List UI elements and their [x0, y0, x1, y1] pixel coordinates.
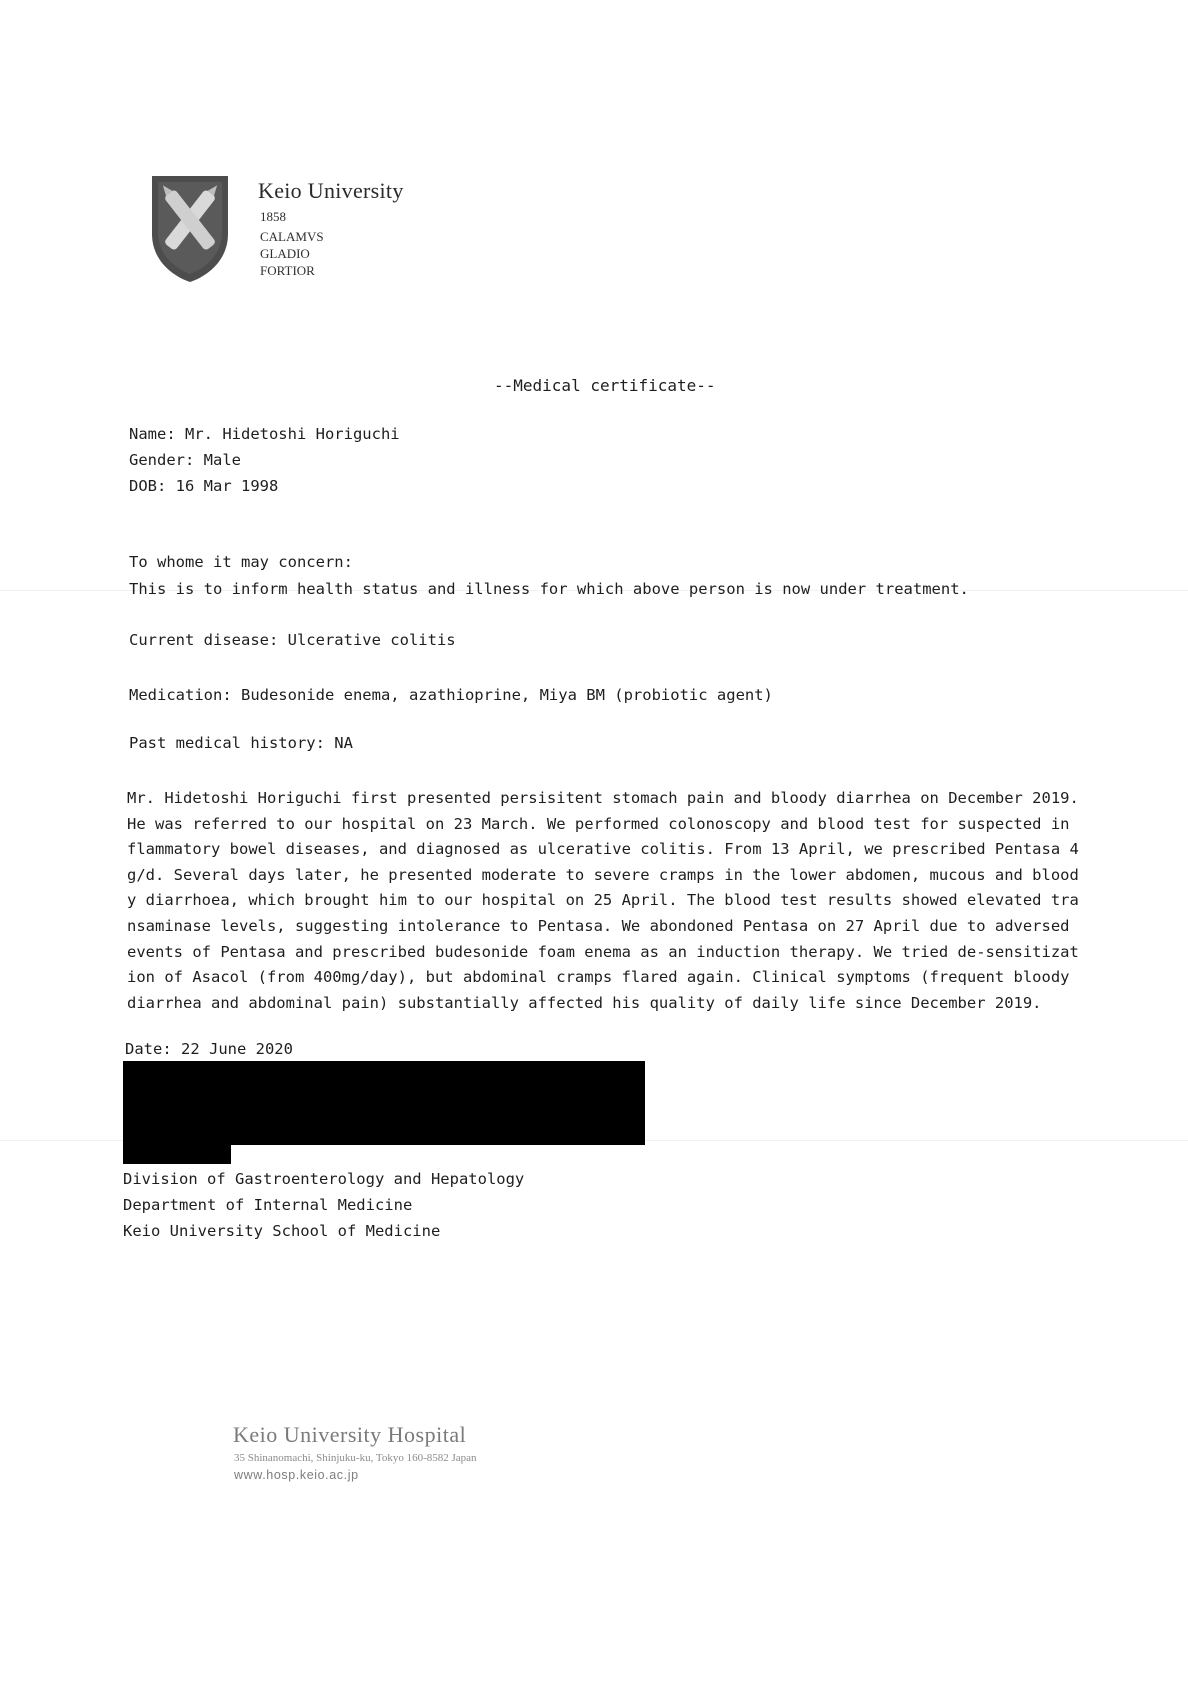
signature-department: Department of Internal Medicine — [123, 1196, 413, 1214]
patient-name: Name: Mr. Hidetoshi Horiguchi — [129, 425, 400, 443]
paragraph-line: nsaminase levels, suggesting intolerance to Pentasa. We abondoned Pentasa on 27 April due to adversed — [127, 916, 1070, 935]
paragraph-line: diarrhea and abdominal pain) substantially affected his quality of daily life since December 2019. — [127, 993, 1042, 1012]
paragraph-line: He was referred to our hospital on 23 March. We performed colonoscopy and blood test for suspected in — [127, 814, 1070, 833]
letterhead-motto-3: FORTIOR — [260, 263, 315, 278]
letterhead-institution: Keio University — [258, 178, 404, 203]
paragraph-line: flammatory bowel diseases, and diagnosed as ulcerative colitis. From 13 April, we prescribed Pentasa 4 — [127, 840, 1079, 859]
signature-redaction — [123, 1140, 231, 1164]
medication: Medication: Budesonide enema, azathioprine, Miya BM (probiotic agent) — [129, 686, 773, 704]
signature-division: Division of Gastroenterology and Hepatology — [123, 1170, 525, 1188]
letterhead-year: 1858 — [260, 209, 286, 224]
letterhead-motto-1: CALAMVS — [260, 229, 324, 244]
keio-crest-logo — [150, 172, 230, 284]
current-disease: Current disease: Ulcerative colitis — [129, 631, 456, 649]
paragraph-line: events of Pentasa and prescribed budesonide foam enema as an induction therapy. We tried de-sensitizat — [127, 942, 1079, 961]
letterhead-motto-2: GLADIO — [260, 246, 310, 261]
intro-statement: This is to inform health status and illness for which above person is now under treatment. — [129, 580, 969, 598]
certificate-date: Date: 22 June 2020 — [125, 1040, 293, 1058]
signature-school: Keio University School of Medicine — [123, 1222, 441, 1240]
clinical-history-paragraph — [127, 786, 1079, 1016]
paragraph-line: g/d. Several days later, he presented moderate to severe cramps in the lower abdomen, mucous and blood — [127, 865, 1079, 884]
paragraph-line: Mr. Hidetoshi Horiguchi first presented persisitent stomach pain and bloody diarrhea on December 2019. — [127, 789, 1079, 807]
document-title: --Medical certificate-- — [494, 376, 716, 395]
past-medical-history: Past medical history: NA — [129, 734, 353, 752]
footer-address: 35 Shinanomachi, Shinjuku-ku, Tokyo 160-8582 Japan — [234, 1452, 477, 1464]
patient-gender: Gender: Male — [129, 451, 241, 469]
footer-url: www.hosp.keio.ac.jp — [234, 1468, 359, 1482]
salutation: To whome it may concern: — [129, 553, 353, 571]
patient-dob: DOB: 16 Mar 1998 — [129, 477, 279, 495]
paragraph-line: y diarrhoea, which brought him to our hospital on 25 April. The blood test results showed elevated tra — [127, 891, 1079, 910]
footer-hospital-name: Keio University Hospital — [233, 1422, 467, 1447]
paragraph-line: ion of Asacol (from 400mg/day), but abdominal cramps flared again. Clinical symptoms (frequent bloody — [127, 968, 1070, 987]
signature-redaction — [123, 1061, 645, 1145]
